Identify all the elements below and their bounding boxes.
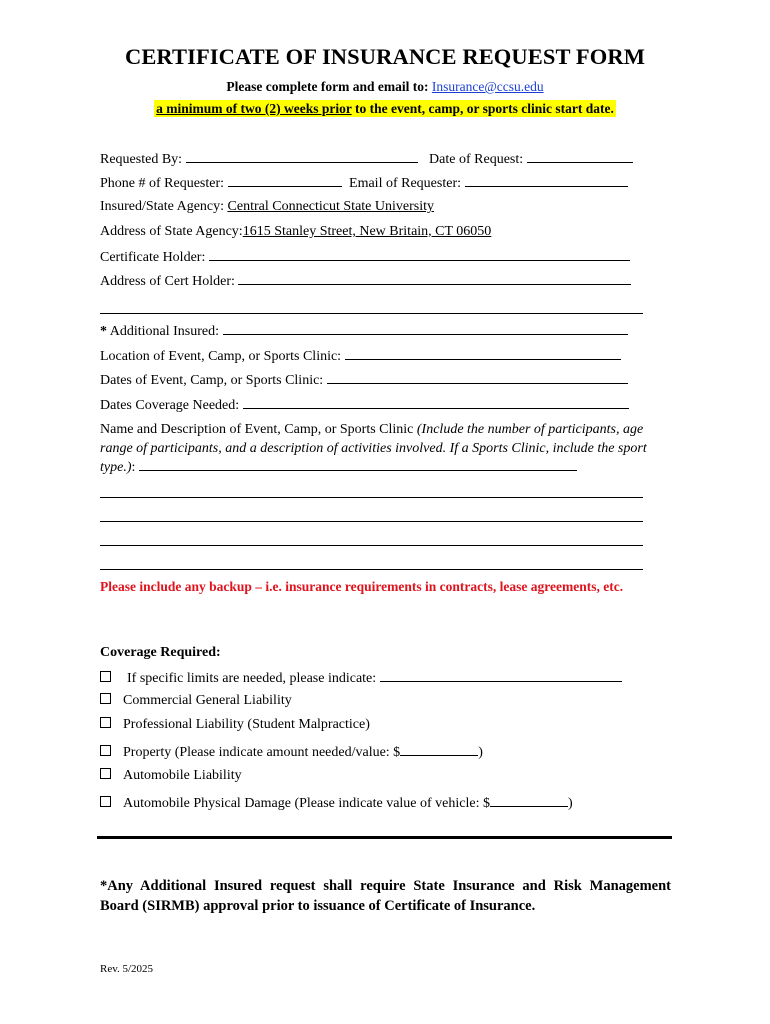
description-line-3[interactable] [100, 521, 643, 522]
description-line-5[interactable] [100, 569, 643, 570]
professional-checkbox[interactable] [100, 717, 111, 728]
auto-label: Automobile Liability [123, 768, 242, 783]
cert-holder-row [100, 248, 630, 266]
deadline-highlight: a minimum of two (2) weeks prior [156, 101, 352, 116]
event-dates-row [100, 371, 628, 389]
auto-physical-checkbox[interactable] [100, 796, 111, 807]
description-line-2[interactable] [100, 497, 643, 498]
cert-holder-address-line-2[interactable] [100, 313, 643, 314]
property-checkbox[interactable] [100, 745, 111, 756]
coverage-item-property [100, 743, 483, 761]
property-value-field[interactable] [400, 743, 478, 756]
deadline-notice [0, 101, 770, 117]
cert-holder-address-label: Address of Cert Holder: [100, 274, 235, 289]
date-of-request-label: Date of Request: [429, 152, 524, 167]
insured-label: Insured/State Agency: [100, 199, 225, 214]
description-label: Name and Description of Event, Camp, or Sports Clinic [100, 422, 417, 437]
agency-address-value: 1615 Stanley Street, New Britain, CT 06050 [242, 224, 492, 239]
coverage-item-cgl [100, 693, 292, 709]
backup-note: Please include any backup – i.e. insurance requirements in contracts, lease agreements, etc. [100, 579, 624, 594]
phone-email-row [100, 174, 628, 192]
description-field[interactable] [139, 458, 577, 471]
instructions-text: Please complete form and email to: [226, 79, 432, 94]
cert-holder-address-field[interactable] [238, 272, 631, 285]
coverage-item-professional [100, 717, 370, 733]
limits-field[interactable] [380, 669, 622, 682]
coverage-item-auto [100, 768, 242, 784]
description-block [100, 420, 668, 477]
phone-field[interactable] [228, 174, 342, 187]
coverage-dates-label: Dates Coverage Needed: [100, 398, 240, 413]
submission-instructions [0, 79, 770, 95]
coverage-heading: Coverage Required: [100, 645, 221, 660]
cert-holder-label: Certificate Holder: [100, 250, 206, 265]
limits-label: If specific limits are needed, please indicate: [127, 671, 377, 686]
requested-by-field[interactable] [186, 150, 418, 163]
location-field[interactable] [345, 347, 621, 360]
insured-value: Central Connecticut State University [227, 199, 434, 214]
location-label: Location of Event, Camp, or Sports Clinic: [100, 349, 342, 364]
property-label: Property (Please indicate amount needed/value: $ [123, 745, 401, 760]
additional-insured-asterisk: * [100, 324, 107, 339]
location-row [100, 347, 621, 365]
insurance-email-link[interactable]: Insurance@ccsu.edu [431, 79, 544, 94]
coverage-item-limits [100, 669, 622, 687]
coverage-dates-row [100, 396, 629, 414]
coverage-dates-field[interactable] [243, 396, 629, 409]
professional-label: Professional Liability (Student Malpractice) [123, 717, 370, 732]
auto-physical-label: Automobile Physical Damage (Please indicate value of vehicle: $ [123, 796, 490, 811]
vehicle-value-field[interactable] [490, 794, 568, 807]
description-colon: : [131, 460, 136, 475]
deadline-rest: to the event, camp, or sports clinic start date. [351, 101, 614, 116]
sirmb-footnote: *Any Additional Insured request shall require State Insurance and Risk Management Board (SIRMB) approval prior to issuance of Certificate of Insurance. [100, 878, 671, 914]
date-of-request-field[interactable] [527, 150, 633, 163]
page-title: CERTIFICATE OF INSURANCE REQUEST FORM [124, 44, 646, 69]
additional-insured-field[interactable] [223, 322, 628, 335]
cgl-label: Commercial General Liability [123, 693, 292, 708]
requested-by-label: Requested By: [100, 152, 183, 167]
event-dates-field[interactable] [327, 371, 628, 384]
limits-checkbox[interactable] [100, 671, 111, 682]
property-close-paren: ) [478, 745, 483, 760]
auto-physical-close-paren: ) [568, 796, 573, 811]
cgl-checkbox[interactable] [100, 693, 111, 704]
revision-date: Rev. 5/2025 [100, 963, 154, 975]
deadline-highlight-wrap [154, 100, 616, 117]
email-of-requester-field[interactable] [465, 174, 628, 187]
insured-row [100, 199, 434, 215]
requested-by-row [100, 150, 633, 168]
event-dates-label: Dates of Event, Camp, or Sports Clinic: [100, 373, 324, 388]
description-hint: (Include the number of participants, age range of participants, and a description of activities involved. If a Sports Clinic, include the sport type.) [100, 422, 647, 475]
email-of-requester-label: Email of Requester: [349, 176, 461, 191]
auto-checkbox[interactable] [100, 768, 111, 779]
additional-insured-row [100, 322, 628, 340]
coverage-item-auto-physical [100, 794, 573, 812]
cert-holder-field[interactable] [209, 248, 630, 261]
cert-holder-address-row [100, 272, 631, 290]
section-divider [97, 836, 672, 839]
phone-label: Phone # of Requester: [100, 176, 225, 191]
description-line-4[interactable] [100, 545, 643, 546]
agency-address-row [100, 224, 491, 240]
additional-insured-label: Additional Insured: [107, 324, 219, 339]
agency-address-label: Address of State Agency: [100, 224, 243, 239]
